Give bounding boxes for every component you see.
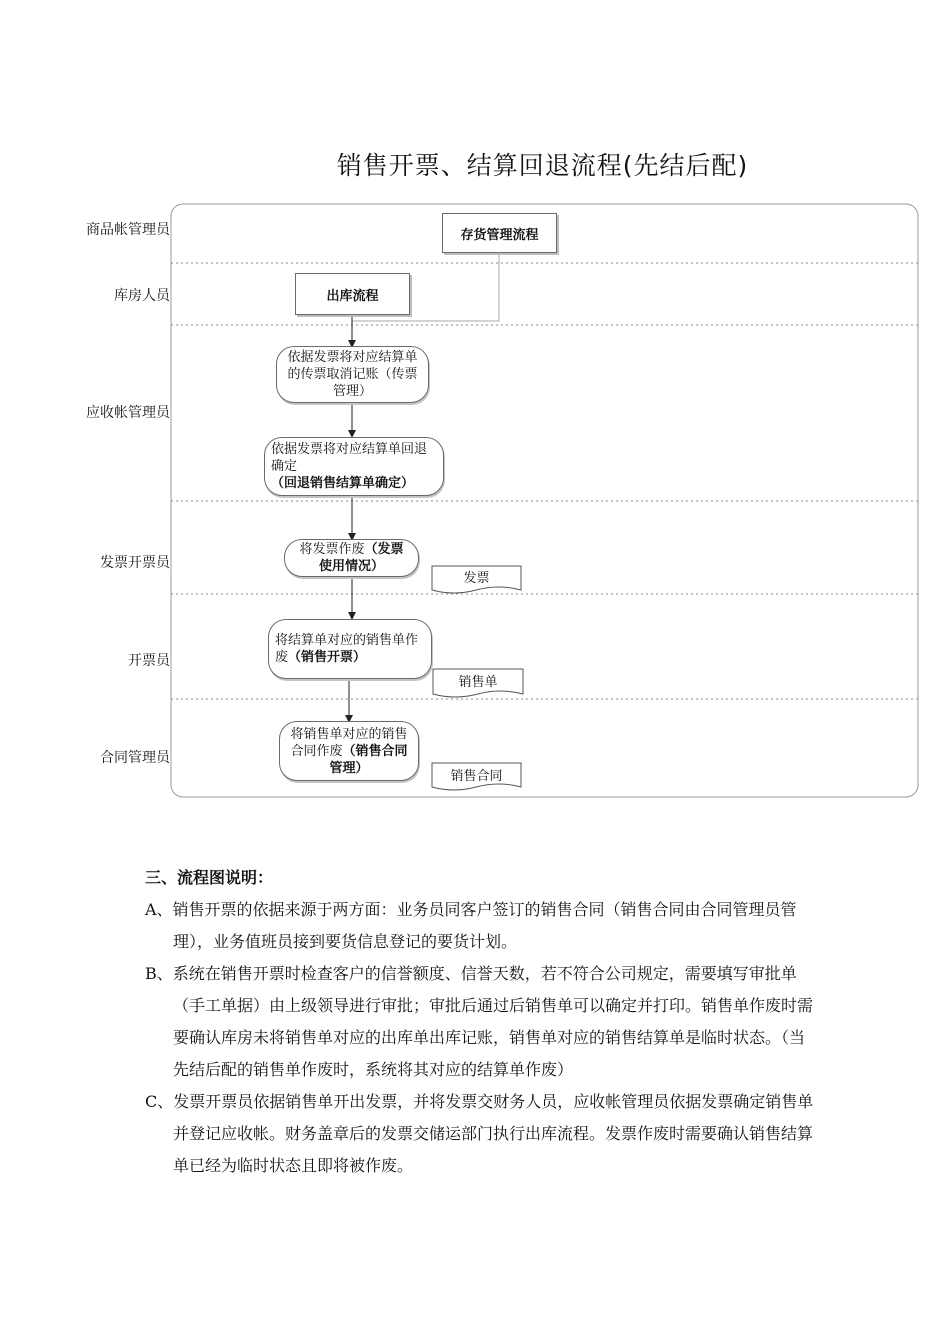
diagram-title: 销售开票、结算回退流程(先结后配) [336,151,749,180]
step-void-invoice: 将发票作废（发票使用情况） [284,539,419,577]
lane-label-warehouse-staff: 库房人员 [114,288,170,304]
lane-label-invoice-issuer: 发票开票员 [100,555,170,571]
lane-label-contract-manager: 合同管理员 [100,750,170,766]
document-label-sales-contract: 销售合同 [450,769,503,784]
document-label-invoice: 发票 [463,571,490,586]
note-item-c: C、发票开票员依据销售单开出发票，并将发票交财务人员，应收帐管理员依据发票确定销售单并登记应收帐。财务盖章后的发票交储运部门执行出库流程。发票作废时需要确认销售结算单已经为临时状态且即将被作废。 [145,1092,814,1175]
step-cancel-voucher: 依据发票将对应结算单的传票取消记账（传票管理） [276,346,429,403]
swimlane-frame [171,204,918,797]
step-void-sales-order: 将结算单对应的销售单作废（销售开票） [268,619,432,679]
note-item-b: B、系统在销售开票时检查客户的信誉额度、信誉天数，若不符合公司规定，需要填写审批单（手工单据）由上级领导进行审批；审批后通过后销售单可以确定并打印。销售单作废时需要确认库房未将销售单对应的出库单出库记账，销售单对应的销售结算单是临时状态。（当先结后配的销售单作废时，系统将其对应的结算单作废） [145,964,814,1079]
notes-heading: 三、流程图说明： [145,868,274,887]
lane-label-billing-clerk: 开票员 [128,653,170,669]
outbound-flow-box: 出库流程 [295,273,410,315]
document-label-sales-order: 销售单 [458,675,498,690]
inventory-flow-box: 存货管理流程 [442,213,557,253]
lane-label-receivables-manager: 应收帐管理员 [86,405,170,421]
flow-notes [145,862,815,1182]
lane-label-goods-account-manager: 商品帐管理员 [86,222,170,238]
note-item-a: A、销售开票的依据来源于两方面：业务员同客户签订的销售合同（销售合同由合同管理员管理），业务值班员接到要货信息登记的要货计划。 [145,900,797,951]
step-void-sales-contract: 将销售单对应的销售合同作废（销售合同管理） [279,721,419,781]
step-rollback-settlement: 依据发票将对应结算单回退确定（回退销售结算单确定） [264,437,444,496]
